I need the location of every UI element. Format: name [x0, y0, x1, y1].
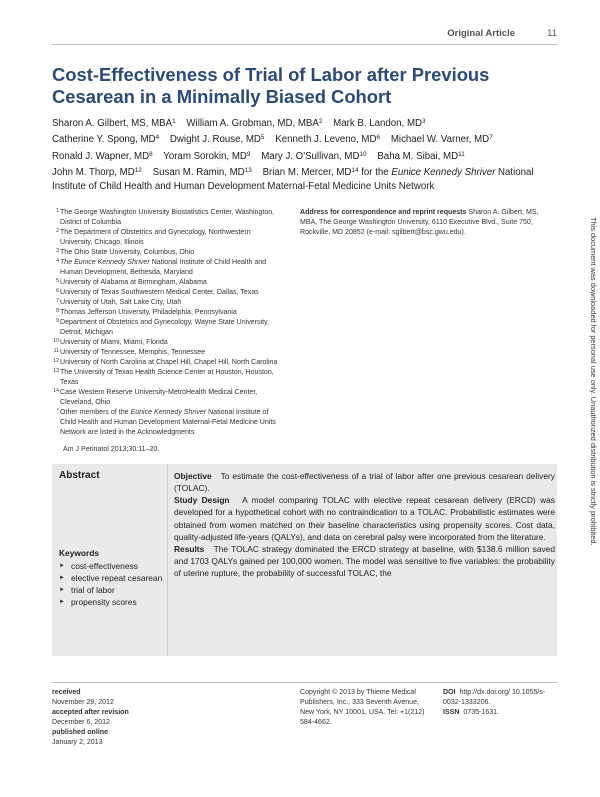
abstract-body [174, 470, 555, 579]
author: Dwight J. Rouse, $MD^5$ [169, 134, 265, 146]
abstract-objective: Objective To estimate the cost-effectiveness of a trial of labor after one previous cesarean delivery (TOLAC). [174, 471, 555, 494]
affiliation: 13 The University of Texas Health Science Center at Houston, Houston, Texas [53, 368, 274, 386]
correspondence-label: Address for correspondence and reprint requests [300, 209, 467, 216]
author-list [52, 115, 557, 194]
network-name-italic: Eunice Kennedy Shriver [391, 166, 496, 178]
article-type: Original Article [447, 28, 515, 39]
abstract-study-design: Study Design A model comparing TOLAC with elective repeat cesarean delivery (ERCD) was developed for a hypothetical cohort with no contraindication to a TOLAC. Probabilistic estimates were obtained from women matched on their baseline characteristics using propensity scores. Cost data, quality-adjusted life-years (QALYs), and data on cerebral palsy were incorporated from the literature. [174, 495, 555, 542]
running-header [52, 25, 557, 45]
affiliation: 2 The Department of Obstetrics and Gynecology, Northwestern University, Chicago, Illinois [56, 228, 251, 246]
affiliation: 11 University of Tennessee, Memphis, Tennessee [53, 348, 206, 356]
article-dates: received November 29, 2012 accepted after revision December 6, 2012 published online January 2, 2013 [52, 689, 129, 746]
copyright-notice: Copyright © 2013 by Thieme Medical Publishers, Inc., 333 Seventh Avenue, New York, NY 10001, USA. Tel: +1(212) 584-4662. [300, 689, 425, 726]
correspondence-text: Sharon A. Gilbert, MS, MBA, The George Washington University, 6110 Executive Blvd., Suite 750, Rockville, MD 20852 (e-mail: sgilbert@bsc.gwu.edu). [300, 209, 539, 236]
article-title: Cost-Effectiveness of Trial of Labor after Previous Cesarean in a Minimally Biased Cohort [52, 64, 490, 107]
author: Sharon A. Gilbert, MS, MBA$^1$ [52, 118, 176, 129]
affiliation: * Other members of the Eunice Kennedy Shriver National Institute of Child Health and Human Development Maternal-Fetal Medicine Units Network are listed in the Acknowledgments [56, 408, 276, 436]
author: Catherine Y. Spong, $MD^4$ [52, 134, 160, 146]
keywords-list [59, 560, 167, 608]
keyword: ► propensity scores [59, 596, 167, 608]
abstract-heading: Abstract [59, 470, 100, 481]
affiliation: 4 The Eunice Kennedy Shriver National Institute of Child Health and Human Development, Bethesda, Maryland [56, 258, 267, 276]
correspondence-address [300, 208, 545, 238]
author: Brian M. Mercer, MD$^{14}$ [262, 166, 359, 178]
affiliation: 5 University of Alabama at Birmingham, Alabama [56, 278, 207, 286]
author: William A. Grobman, MD, MBA$^2$ [186, 118, 323, 129]
affiliation: 6 University of Texas Southwestern Medical Center, Dallas, Texas [56, 288, 259, 296]
network-name: National Institute of Child Health and Human Development Maternal-Fetal Medicine Units Network [52, 166, 534, 193]
author: Mary J. O'Sullivan, MD$^{10}$ [261, 150, 367, 162]
affiliation: 12 University of North Carolina at Chapel Hill, Chapel Hill, North Carolina [53, 358, 278, 366]
author: Yoram Sorokin, $MD^9$ [163, 150, 251, 162]
affiliation: 7 University of Utah, Salt Lake City, Utah [56, 298, 182, 306]
abstract-sidebar [52, 464, 168, 656]
doi-link[interactable]: http://dx.doi.org/ 10.1055/s-0032-1333206. [443, 689, 546, 706]
affiliation: 8 Thomas Jefferson University, Philadelphia, Pennsylvania [56, 308, 237, 316]
network-prefix: for the [361, 166, 389, 178]
footer-divider [52, 682, 557, 683]
author: Mark B. Landon, $MD^3$ [333, 118, 426, 129]
affiliation: 14 Case Western Reserve University-MetroHealth Medical Center, Cleveland, Ohio [53, 388, 258, 406]
citation: Am J Perinatol 2013;30:11–20. [63, 446, 160, 453]
author: Ronald J. Wapner, $MD^8$ [52, 150, 153, 162]
author: Baha M. Sibai, MD$^{11}$ [377, 150, 465, 162]
affiliation: 3 The Ohio State University, Columbus, Ohio [56, 248, 195, 256]
keyword: ► elective repeat cesarean [59, 572, 167, 584]
abstract-results: Results The TOLAC strategy dominated the ERCD strategy at baseline, with $138.6 million saved and 1703 QALYs gained per 100,000 women. The model was sensitive to five variables: the probability of uterine rupture, the probability of successful TOLAC, the [174, 543, 555, 579]
doi-issn: DOI http://dx.doi.org/ 10.1055/s-0032-1333206. ISSN 0735-1631. [443, 689, 546, 716]
affiliations [52, 208, 282, 438]
affiliation: 1 The George Washington University Biostatistics Center, Washington, District of Columbia [56, 208, 275, 226]
author: Kenneth J. Leveno, $MD^6$ [275, 134, 381, 146]
author: John M. Thorp, MD$^{12}$ [52, 166, 142, 178]
affiliation: 10 University of Miami, Miami, Florida [53, 338, 168, 346]
keyword: ► trial of labor [59, 584, 167, 596]
page-number: 11 [547, 28, 557, 39]
keyword: ► cost-effectiveness [59, 560, 167, 572]
author: Michael W. Varner, $MD^7$ [390, 134, 493, 146]
abstract-box [52, 464, 557, 656]
author: Susan M. Ramin, MD$^{13}$ [152, 166, 252, 178]
download-notice: This document was downloaded for personal use only. Unauthorized distribution is strictly prohibited. [589, 217, 598, 546]
keywords-heading: Keywords [59, 548, 100, 558]
affiliation: 9 Department of Obstetrics and Gynecology, Wayne State University, Detroit, Michigan [56, 318, 270, 336]
